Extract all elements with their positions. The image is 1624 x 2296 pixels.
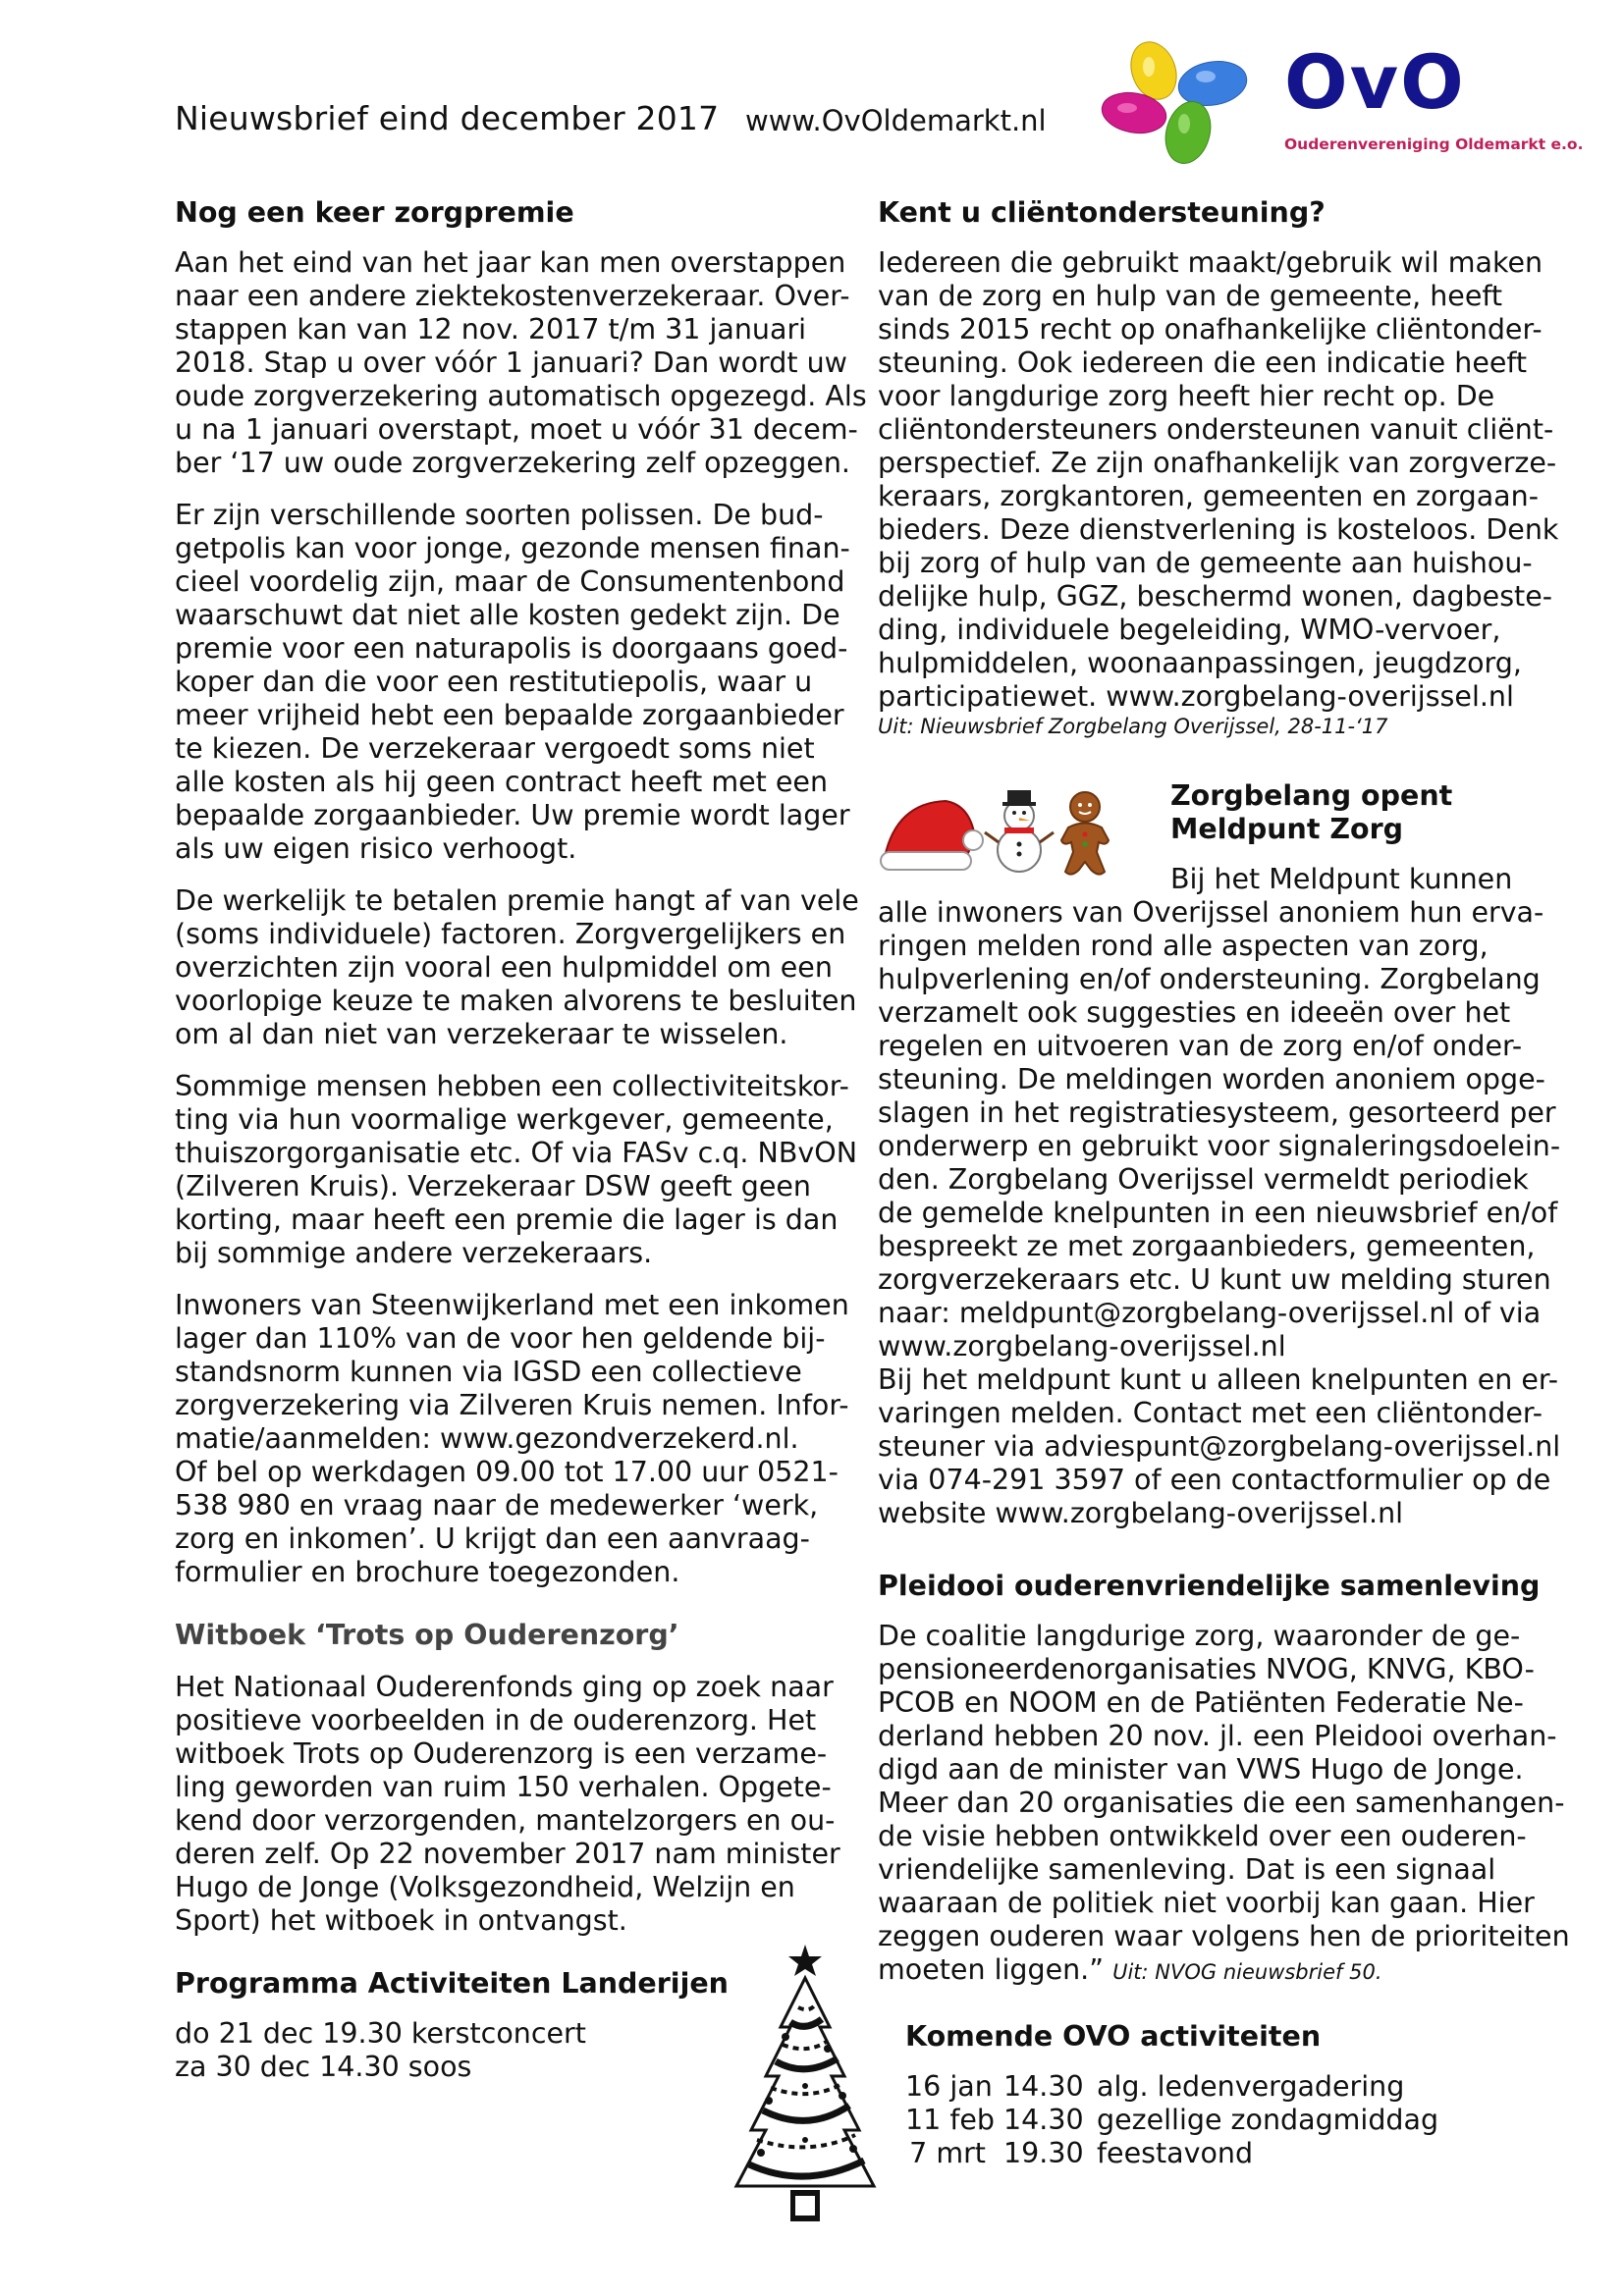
text-line: Het Nationaal Ouderenfonds ging op zoek naar [175, 1671, 834, 1703]
text-line: vriendelijke samenleving. Dat is een signaal [878, 1853, 1496, 1886]
text-line: witboek Trots op Ouderenzorg is een verzame- [175, 1737, 828, 1770]
meldpunt-heading-line: Meldpunt Zorg [1170, 813, 1404, 845]
text-line: formulier en brochure toegezonden. [175, 1556, 680, 1588]
text-line: De werkelijk te betalen premie hangt af van vele [175, 884, 859, 917]
text-line: derland hebben 20 nov. jl. een Pleidooi overhan- [878, 1720, 1557, 1752]
text-line: Er zijn verschillende soorten polissen. De bud- [175, 499, 824, 531]
text-line: korting, maar heeft een premie die lager is dan [175, 1203, 839, 1236]
text-line: PCOB en NOOM en de Patiënten Federatie Ne- [878, 1686, 1524, 1719]
text-line: cliëntondersteuners ondersteunen vanuit cliënt- [878, 413, 1554, 446]
zorgpremie-paragraph-2 [175, 499, 867, 866]
text-line: waaraan de politiek niet voorbij kan gaan. Hier [878, 1887, 1535, 1919]
meldpunt-heading-block [1170, 779, 1512, 896]
witboek-heading: Witboek ‘Trots op Ouderenzorg’ [175, 1619, 679, 1651]
activity-time: 19.30 [1003, 2137, 1084, 2169]
meldpunt-intro: Bij het Meldpunt kunnen [1170, 863, 1513, 895]
text-line: te kiezen. De verzekeraar vergoedt soms niet [175, 732, 815, 765]
activity-time: 14.30 [1003, 2104, 1084, 2136]
text-line: Aan het eind van het jaar kan men overstappen [175, 246, 846, 279]
text-line: deren zelf. Op 22 november 2017 nam minister [175, 1838, 840, 1870]
list-item: do 21 dec 19.30 kerstconcert [175, 2017, 586, 2050]
text-line: bepaalde zorgaanbieder. Uw premie wordt lager [175, 799, 850, 831]
text-line: Bij het meldpunt kunt u alleen knelpunten en er- [878, 1363, 1559, 1396]
text-line: zeggen ouderen waar volgens hen de prioriteiten [878, 1920, 1570, 1952]
pleidooi-paragraph [878, 1620, 1570, 1989]
text-line: alle inwoners van Overijssel anoniem hun erva- [878, 896, 1544, 929]
meldpunt-heading-line: Zorgbelang opent [1170, 779, 1453, 812]
zorgpremie-paragraph-1 [175, 246, 867, 480]
activity-description: alg. ledenvergadering [1097, 2070, 1405, 2103]
text-line: ding, individuele begeleiding, WMO-vervoer, [878, 614, 1501, 646]
text-line-end: moeten liggen.” [878, 1953, 1105, 1986]
text-line: cieel voordelig zijn, maar de Consumentenbond [175, 565, 845, 598]
text-line: thuiszorgorganisatie etc. Of via FASv c.q. NBvON [175, 1137, 858, 1169]
activity-date: 16 jan [905, 2070, 993, 2103]
text-line: voorlopige keuze te maken alvorens te besluiten [175, 985, 857, 1017]
right-column [878, 196, 1558, 739]
christmas-tree-icon [722, 1939, 889, 2233]
pleidooi-heading: Pleidooi ouderenvriendelijke samenleving [878, 1570, 1541, 1602]
christmas-icons [877, 783, 1112, 881]
text-line: u na 1 januari overstapt, moet u vóór 31 decem- [175, 413, 858, 446]
source-note: Uit: NVOG nieuwsbrief 50. [1112, 1960, 1382, 1984]
text-line: verzamelt ook suggesties en ideeën over het [878, 996, 1511, 1029]
text-line: kend door verzorgenden, mantelzorgers en ou- [175, 1804, 836, 1837]
text-line: koper dan die voor een restitutiepolis, waar u [175, 666, 813, 698]
text-line: zorg en inkomen’. U krijgt dan een aanvraag- [175, 1522, 810, 1555]
text-line: 538 980 en vraag naar de medewerker ‘werk, [175, 1489, 819, 1522]
komende-row [905, 2070, 1438, 2104]
text-line: matie/aanmelden: www.gezondverzekerd.nl. [175, 1422, 799, 1455]
text-line: naar: meldpunt@zorgbelang-overijssel.nl of via [878, 1297, 1542, 1329]
flower-logo-icon [1100, 39, 1276, 167]
text-line: (soms individuele) factoren. Zorgvergelijkers en [175, 918, 846, 950]
programma-heading: Programma Activiteiten Landerijen [175, 1967, 729, 2000]
text-line: Sommige mensen hebben een collectiviteitskor- [175, 1070, 849, 1102]
text-line [878, 1953, 1570, 1989]
komende-row [905, 2104, 1438, 2137]
text-line: onderwerp en gebruikt voor signaleringsdoelein- [878, 1130, 1561, 1162]
zorgpremie-paragraph-4 [175, 1070, 867, 1270]
text-line: de visie hebben ontwikkeld over een ouderen- [878, 1820, 1527, 1852]
ovo-logo [1100, 38, 1584, 167]
text-line: steuning. De meldingen worden anoniem opge- [878, 1063, 1545, 1095]
clientondersteuning-heading: Kent u cliëntondersteuning? [878, 196, 1326, 229]
text-line: positieve voorbeelden in de ouderenzorg. Het [175, 1704, 817, 1736]
text-line: bieders. Deze dienstverlening is kosteloos. Denk [878, 513, 1559, 546]
text-line: keraars, zorgkantoren, gemeenten en zorgaan- [878, 480, 1539, 512]
santa-hat-icon [881, 801, 983, 870]
logo-text: OvO [1284, 38, 1466, 126]
text-line: naar een andere ziektekostenverzekeraar. Over- [175, 280, 850, 312]
website-url[interactable]: www.OvOldemarkt.nl [745, 104, 1047, 137]
text-line: lager dan 110% van de voor hen geldende bij- [175, 1322, 826, 1355]
activity-description: gezellige zondagmiddag [1097, 2104, 1439, 2136]
text-line: meer vrijheid hebt een bepaalde zorgaanbieder [175, 699, 844, 731]
left-column [175, 196, 867, 2084]
text-line: hulpmiddelen, woonaanpassingen, jeugdzorg, [878, 647, 1522, 679]
text-line: website www.zorgbelang-overijssel.nl [878, 1497, 1404, 1529]
text-line: ling geworden van ruim 150 verhalen. Opgete- [175, 1771, 832, 1803]
zorgpremie-heading: Nog een keer zorgpremie [175, 196, 574, 229]
text-line: 2018. Stap u over vóór 1 januari? Dan wordt uw [175, 347, 847, 379]
text-line: participatiewet. www.zorgbelang-overijssel.nl [878, 680, 1514, 713]
text-line: ber ‘17 uw oude zorgverzekering zelf opzeggen. [175, 447, 850, 479]
text-line: varingen melden. Contact met een cliëntonder- [878, 1397, 1543, 1429]
text-line: premie voor een naturapolis is doorgaans goed- [175, 632, 848, 665]
text-line: via 074-291 3597 of een contactformulier op de [878, 1464, 1551, 1496]
text-line: ringen melden rond alle aspecten van zorg, [878, 930, 1489, 962]
text-line: Of bel op werkdagen 09.00 tot 17.00 uur 0521- [175, 1456, 839, 1488]
zorgpremie-paragraph-5 [175, 1289, 867, 1589]
text-line: slagen in het registratiesysteem, gesorteerd per [878, 1096, 1556, 1129]
text-line: regelen en uitvoeren van de zorg en/of onder- [878, 1030, 1523, 1062]
text-line: Meer dan 20 organisaties die een samenhangen- [878, 1787, 1565, 1819]
komende-section [905, 2020, 1438, 2170]
meldpunt-body [878, 896, 1570, 1989]
text-line: www.zorgbelang-overijssel.nl [878, 1330, 1286, 1362]
text-line: de gemelde knelpunten in een nieuwsbrief en/of [878, 1197, 1558, 1229]
text-line: Hugo de Jonge (Volksgezondheid, Welzijn en [175, 1871, 795, 1903]
text-line: den. Zorgbelang Overijssel vermeldt periodiek [878, 1163, 1529, 1196]
activity-time: 14.30 [1003, 2070, 1084, 2103]
komende-row [905, 2137, 1438, 2170]
komende-heading: Komende OVO activiteiten [905, 2020, 1322, 2053]
text-line: (Zilveren Kruis). Verzekeraar DSW geeft geen [175, 1170, 811, 1202]
text-line: digd aan de minister van VWS Hugo de Jonge. [878, 1753, 1524, 1786]
newsletter-title: Nieuwsbrief eind december 2017 [175, 99, 720, 137]
activity-date: 7 mrt [909, 2137, 986, 2169]
text-line: bij sommige andere verzekeraars. [175, 1237, 653, 1269]
text-line: overzichten zijn vooral een hulpmiddel om een [175, 951, 833, 984]
text-line: delijke hulp, GGZ, beschermd wonen, dagbeste- [878, 580, 1553, 613]
text-line: Inwoners van Steenwijkerland met een inkomen [175, 1289, 849, 1321]
text-line: De coalitie langdurige zorg, waaronder de ge- [878, 1620, 1521, 1652]
text-line: steuner via adviespunt@zorgbelang-overijssel.nl [878, 1430, 1561, 1463]
text-line: hulpverlening en/of ondersteuning. Zorgbelang [878, 963, 1541, 995]
text-line: als uw eigen risico verhoogt. [175, 832, 577, 865]
source-note: Uit: Nieuwsbrief Zorgbelang Overijssel, 28-11-‘17 [878, 715, 1388, 738]
logo-subtitle: Ouderenvereniging Oldemarkt e.o. [1284, 135, 1584, 153]
zorgpremie-paragraph-3 [175, 884, 867, 1051]
text-line: stappen kan van 12 nov. 2017 t/m 31 januari [175, 313, 807, 346]
list-item: za 30 dec 14.30 soos [175, 2051, 472, 2083]
text-line: waarschuwt dat niet alle kosten gedekt zijn. De [175, 599, 840, 631]
text-line: bij zorg of hulp van de gemeente aan huishou- [878, 547, 1533, 579]
text-line: sinds 2015 recht op onafhankelijke cliëntonder- [878, 313, 1543, 346]
text-line: voor langdurige zorg heeft hier recht op. De [878, 380, 1495, 412]
text-line: Sport) het witboek in ontvangst. [175, 1904, 627, 1937]
activity-description: feestavond [1097, 2137, 1254, 2169]
text-line: om al dan niet van verzekeraar te wisselen. [175, 1018, 788, 1050]
text-line: zorgverzekeraars etc. U kunt uw melding sturen [878, 1263, 1551, 1296]
gingerbread-man-icon [1061, 792, 1109, 875]
text-line: perspectief. Ze zijn onafhankelijk van zorgverze- [878, 447, 1557, 479]
text-line: alle kosten als hij geen contract heeft met een [175, 766, 829, 798]
text-line: Iedereen die gebruikt maakt/gebruik wil maken [878, 246, 1543, 279]
text-line: ting via hun voormalige werkgever, gemeente, [175, 1103, 834, 1136]
text-line: pensioneerdenorganisaties NVOG, KNVG, KBO- [878, 1653, 1535, 1685]
text-line: bespreekt ze met zorgaanbieders, gemeenten, [878, 1230, 1536, 1262]
text-line: van de zorg en hulp van de gemeente, heeft [878, 280, 1503, 312]
activity-date: 11 feb [905, 2104, 995, 2136]
text-line: zorgverzekering via Zilveren Kruis nemen. Infor- [175, 1389, 849, 1421]
snowman-icon [985, 790, 1054, 872]
witboek-paragraph [175, 1671, 867, 1938]
text-line: standsnorm kunnen via IGSD een collectieve [175, 1356, 802, 1388]
clientondersteuning-paragraph [878, 246, 1558, 714]
text-line: oude zorgverzekering automatisch opgezegd. Als [175, 380, 867, 412]
text-line: steuning. Ook iedereen die een indicatie heeft [878, 347, 1528, 379]
text-line: getpolis kan voor jonge, gezonde mensen finan- [175, 532, 850, 564]
